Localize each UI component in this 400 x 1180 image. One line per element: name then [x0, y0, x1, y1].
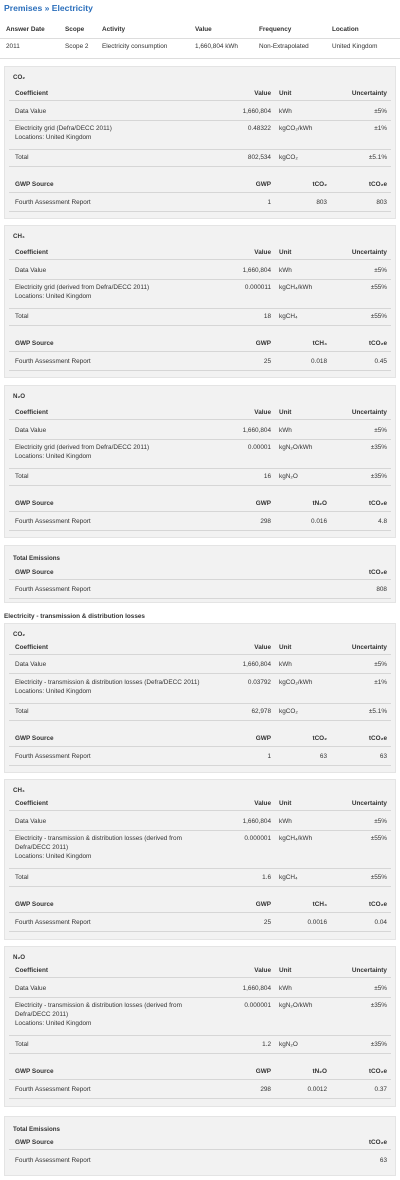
coefficient-header: [9, 644, 391, 655]
tco2e-value: 0.45: [374, 358, 387, 365]
data-value: 1,660,804: [242, 818, 271, 825]
coefficient-unit: kgCO₂/kWh: [279, 125, 313, 132]
gas-tonnes-col: tN₂O: [312, 1068, 327, 1075]
coefficient-value: 0.03792: [247, 679, 271, 686]
ch4-panel: [4, 779, 396, 940]
gwp-source: Fourth Assessment Report: [15, 1157, 91, 1164]
coefficient-header: [9, 90, 391, 101]
uncertainty-col: Uncertainty: [351, 644, 387, 651]
gwp-source: Fourth Assessment Report: [15, 919, 91, 926]
tco2e-value: 4.8: [378, 518, 387, 525]
gwp-col: GWP: [255, 500, 271, 507]
coefficient-value: 0.000001: [244, 1002, 271, 1009]
coefficient-location: Locations: United Kingdom: [15, 688, 92, 695]
value-col: Value: [254, 644, 271, 651]
coefficient-unit: kgCO₂/kWh: [279, 679, 313, 686]
data-unit: kWh: [279, 267, 292, 274]
gwp-row: [9, 1086, 391, 1099]
unit-col: Unit: [279, 409, 292, 416]
gwp-source: Fourth Assessment Report: [15, 1086, 91, 1093]
coefficient-header: [9, 249, 391, 260]
total-emissions-title: Total Emissions: [13, 555, 60, 562]
coefficient-value: 0.000011: [244, 284, 271, 291]
gwp-row: [9, 518, 391, 531]
total-uncertainty: ±35%: [370, 1041, 387, 1048]
divider: [0, 38, 400, 39]
tco2e-col: tCO₂e: [368, 735, 387, 742]
gwp-row: [9, 753, 391, 766]
total-label: Total: [15, 874, 29, 881]
divider: [0, 58, 400, 59]
total-unit: kgN₂O: [279, 1041, 298, 1048]
total-unit: kgCO₂: [279, 708, 298, 715]
gwp-header: [9, 181, 391, 193]
data-label: Data Value: [15, 108, 47, 115]
answer-activity: Electricity consumption: [102, 43, 168, 50]
total-row: [9, 154, 391, 167]
answer-location: United Kingdom: [332, 43, 378, 50]
coefficient-label-cont: Defra/DECC 2011): [15, 1011, 69, 1018]
coefficient-label-cont: Defra/DECC 2011): [15, 844, 69, 851]
data-value: 1,660,804: [242, 267, 271, 274]
gas-tonnes: 0.0016: [307, 919, 327, 926]
tco2e-col: tCO₂e: [368, 1068, 387, 1075]
tco2e-col: tCO₂e: [368, 340, 387, 347]
total-label: Total: [15, 313, 29, 320]
coefficient-unit: kgCH₄/kWh: [279, 284, 313, 291]
gas-tonnes-col: tCO₂: [312, 735, 327, 742]
coefficient-value: 0.48322: [247, 125, 271, 132]
gas-title: N₂O: [13, 954, 26, 961]
tco2e-col: tCO₂e: [368, 500, 387, 507]
gwp-col: GWP: [255, 1068, 271, 1075]
gwp-header: [9, 500, 391, 512]
uncertainty-col: Uncertainty: [351, 800, 387, 807]
total-row: [9, 473, 391, 486]
gas-title: CO₂: [13, 74, 26, 81]
total-unit: kgCO₂: [279, 154, 298, 161]
coefficient-col: Coefficient: [15, 249, 49, 256]
data-value: 1,660,804: [242, 427, 271, 434]
coefficient-uncertainty: ±55%: [370, 284, 387, 291]
data-uncertainty: ±5%: [374, 818, 387, 825]
total-row: [9, 874, 391, 887]
gwp-source: Fourth Assessment Report: [15, 753, 91, 760]
gas-tonnes: 0.0012: [307, 1086, 327, 1093]
data-label: Data Value: [15, 985, 47, 992]
gas-tonnes: 0.018: [311, 358, 327, 365]
total-uncertainty: ±5.1%: [368, 708, 387, 715]
coefficient-label: Electricity grid (derived from Defra/DECC 2011): [15, 284, 150, 291]
n2o-panel: [4, 385, 396, 538]
gas-tonnes-col: tCO₂: [312, 181, 327, 188]
gwp-row: [9, 919, 391, 932]
section-title: Electricity - transmission & distribution losses: [4, 613, 145, 620]
coefficient-row: [9, 284, 391, 309]
gas-tonnes-col: tN₂O: [312, 500, 327, 507]
total-row: [9, 1041, 391, 1054]
tco2e-value: 808: [376, 586, 387, 593]
unit-col: Unit: [279, 644, 292, 651]
gwp-source-col: GWP Source: [15, 340, 54, 347]
coefficient-col: Coefficient: [15, 90, 49, 97]
total-uncertainty: ±5.1%: [368, 154, 387, 161]
tco2e-value: 63: [379, 753, 387, 760]
n2o-panel: [4, 946, 396, 1107]
total-emissions-row: [9, 1157, 391, 1170]
gwp-col: GWP: [255, 901, 271, 908]
gas-tonnes: 803: [316, 199, 327, 206]
answer-value: 1,660,804 kWh: [195, 43, 238, 50]
gwp-row: [9, 199, 391, 212]
total-unit: kgN₂O: [279, 473, 298, 480]
col-activity: Activity: [102, 26, 126, 33]
data-label: Data Value: [15, 661, 47, 668]
total-label: Total: [15, 473, 29, 480]
total-emissions-header: [9, 569, 391, 580]
gwp-source-col: GWP Source: [15, 181, 54, 188]
value-col: Value: [254, 409, 271, 416]
coefficient-uncertainty: ±1%: [374, 679, 387, 686]
coefficient-label: Electricity - transmission & distribution losses (derived from: [15, 835, 182, 842]
data-unit: kWh: [279, 427, 292, 434]
gwp-source: Fourth Assessment Report: [15, 358, 91, 365]
value-col: Value: [254, 967, 271, 974]
gwp-header: [9, 1068, 391, 1080]
gas-tonnes: 0.016: [311, 518, 327, 525]
coefficient-location: Locations: United Kingdom: [15, 134, 92, 141]
gwp-source-col: GWP Source: [15, 1068, 54, 1075]
coefficient-location: Locations: United Kingdom: [15, 453, 92, 460]
total-unit: kgCH₄: [279, 313, 298, 320]
co2-panel: [4, 623, 396, 773]
tco2e-col: tCO₂e: [368, 181, 387, 188]
coefficient-uncertainty: ±1%: [374, 125, 387, 132]
gas-tonnes-col: tCH₄: [312, 901, 327, 908]
coefficient-location: Locations: United Kingdom: [15, 1020, 92, 1027]
total-value: 18: [263, 313, 271, 320]
total-label: Total: [15, 1041, 29, 1048]
data-unit: kWh: [279, 985, 292, 992]
answer-date: 2011: [6, 43, 20, 50]
gwp-source-col: GWP Source: [15, 901, 54, 908]
total-emissions-title: Total Emissions: [13, 1126, 60, 1133]
coefficient-row: [9, 679, 391, 704]
uncertainty-col: Uncertainty: [351, 90, 387, 97]
col-location: Location: [332, 26, 359, 33]
uncertainty-col: Uncertainty: [351, 409, 387, 416]
coefficient-unit: kgN₂O/kWh: [279, 1002, 313, 1009]
unit-col: Unit: [279, 249, 292, 256]
coefficient-value: 0.000001: [244, 835, 271, 842]
gas-tonnes: 63: [319, 753, 327, 760]
total-value: 802,534: [247, 154, 271, 161]
gwp-value: 1: [267, 199, 271, 206]
total-label: Total: [15, 154, 29, 161]
tco2e-col: tCO₂e: [368, 1139, 387, 1146]
coefficient-col: Coefficient: [15, 800, 49, 807]
col-frequency: Frequency: [259, 26, 292, 33]
data-uncertainty: ±5%: [374, 427, 387, 434]
data-unit: kWh: [279, 108, 292, 115]
total-unit: kgCH₄: [279, 874, 298, 881]
answer-scope: Scope 2: [65, 43, 89, 50]
gwp-value: 298: [260, 518, 271, 525]
gwp-source: Fourth Assessment Report: [15, 199, 91, 206]
ch4-panel: [4, 225, 396, 378]
gwp-value: 25: [263, 919, 271, 926]
page-title: Premises » Electricity: [4, 3, 93, 13]
gwp-col: GWP: [255, 735, 271, 742]
gas-title: CO₂: [13, 631, 26, 638]
coefficient-location: Locations: United Kingdom: [15, 293, 92, 300]
data-value: 1,660,804: [242, 108, 271, 115]
coefficient-row: [9, 125, 391, 150]
gwp-header: [9, 340, 391, 352]
unit-col: Unit: [279, 967, 292, 974]
coefficient-header: [9, 800, 391, 811]
gwp-col: GWP: [255, 340, 271, 347]
gwp-source: Fourth Assessment Report: [15, 586, 91, 593]
gas-title: CH₄: [13, 233, 25, 240]
total-emissions-panel: [4, 545, 396, 603]
total-uncertainty: ±55%: [370, 313, 387, 320]
gwp-source-col: GWP Source: [15, 569, 54, 576]
total-row: [9, 708, 391, 721]
total-label: Total: [15, 708, 29, 715]
coefficient-location: Locations: United Kingdom: [15, 853, 92, 860]
coefficient-row: [9, 835, 391, 869]
total-value: 1.6: [262, 874, 271, 881]
gas-title: N₂O: [13, 393, 26, 400]
tco2e-value: 803: [376, 199, 387, 206]
uncertainty-col: Uncertainty: [351, 249, 387, 256]
data-value-row: [9, 818, 391, 831]
value-col: Value: [254, 90, 271, 97]
tco2e-value: 0.37: [374, 1086, 387, 1093]
coefficient-value: 0.00001: [247, 444, 271, 451]
coefficient-col: Coefficient: [15, 644, 49, 651]
gwp-source-col: GWP Source: [15, 1139, 54, 1146]
answer-frequency: Non-Extrapolated: [259, 43, 309, 50]
answer-table-header: [0, 26, 400, 38]
coefficient-header: [9, 967, 391, 978]
gwp-source-col: GWP Source: [15, 500, 54, 507]
tco2e-col: tCO₂e: [368, 569, 387, 576]
tco2e-col: tCO₂e: [368, 901, 387, 908]
col-scope: Scope: [65, 26, 85, 33]
data-uncertainty: ±5%: [374, 985, 387, 992]
coefficient-uncertainty: ±35%: [370, 1002, 387, 1009]
gwp-value: 298: [260, 1086, 271, 1093]
gas-title: CH₄: [13, 787, 25, 794]
data-value: 1,660,804: [242, 661, 271, 668]
total-emissions-row: [9, 586, 391, 599]
data-label: Data Value: [15, 267, 47, 274]
coefficient-uncertainty: ±55%: [370, 835, 387, 842]
data-uncertainty: ±5%: [374, 661, 387, 668]
total-value: 62,978: [251, 708, 271, 715]
coefficient-label: Electricity - transmission & distribution losses (Defra/DECC 2011): [15, 679, 200, 686]
data-unit: kWh: [279, 661, 292, 668]
value-col: Value: [254, 800, 271, 807]
data-label: Data Value: [15, 427, 47, 434]
coefficient-uncertainty: ±35%: [370, 444, 387, 451]
uncertainty-col: Uncertainty: [351, 967, 387, 974]
data-uncertainty: ±5%: [374, 267, 387, 274]
value-col: Value: [254, 249, 271, 256]
total-uncertainty: ±35%: [370, 473, 387, 480]
data-uncertainty: ±5%: [374, 108, 387, 115]
gwp-source: Fourth Assessment Report: [15, 518, 91, 525]
data-value-row: [9, 661, 391, 674]
data-value-row: [9, 985, 391, 998]
coefficient-col: Coefficient: [15, 409, 49, 416]
gas-tonnes-col: tCH₄: [312, 340, 327, 347]
coefficient-row: [9, 1002, 391, 1036]
coefficient-label: Electricity grid (derived from Defra/DECC 2011): [15, 444, 150, 451]
data-unit: kWh: [279, 818, 292, 825]
gwp-value: 25: [263, 358, 271, 365]
gwp-source-col: GWP Source: [15, 735, 54, 742]
total-emissions-panel: [4, 1116, 396, 1176]
gwp-header: [9, 735, 391, 747]
answer-row[interactable]: [0, 43, 400, 55]
gwp-row: [9, 358, 391, 371]
data-value-row: [9, 108, 391, 121]
total-value: 1.2: [262, 1041, 271, 1048]
data-value: 1,660,804: [242, 985, 271, 992]
coefficient-col: Coefficient: [15, 967, 49, 974]
total-uncertainty: ±55%: [370, 874, 387, 881]
unit-col: Unit: [279, 90, 292, 97]
gwp-value: 1: [267, 753, 271, 760]
gwp-col: GWP: [255, 181, 271, 188]
data-value-row: [9, 427, 391, 440]
col-answer-date: Answer Date: [6, 26, 45, 33]
unit-col: Unit: [279, 800, 292, 807]
total-emissions-header: [9, 1139, 391, 1150]
coefficient-label: Electricity grid (Defra/DECC 2011): [15, 125, 112, 132]
gwp-header: [9, 901, 391, 913]
tco2e-value: 63: [379, 1157, 387, 1164]
data-value-row: [9, 267, 391, 280]
tco2e-value: 0.04: [374, 919, 387, 926]
total-value: 16: [263, 473, 271, 480]
coefficient-label: Electricity - transmission & distribution losses (derived from: [15, 1002, 182, 1009]
coefficient-unit: kgN₂O/kWh: [279, 444, 313, 451]
col-value: Value: [195, 26, 212, 33]
total-row: [9, 313, 391, 326]
data-label: Data Value: [15, 818, 47, 825]
coefficient-header: [9, 409, 391, 420]
co2-panel: [4, 66, 396, 219]
coefficient-row: [9, 444, 391, 469]
coefficient-unit: kgCH₄/kWh: [279, 835, 313, 842]
